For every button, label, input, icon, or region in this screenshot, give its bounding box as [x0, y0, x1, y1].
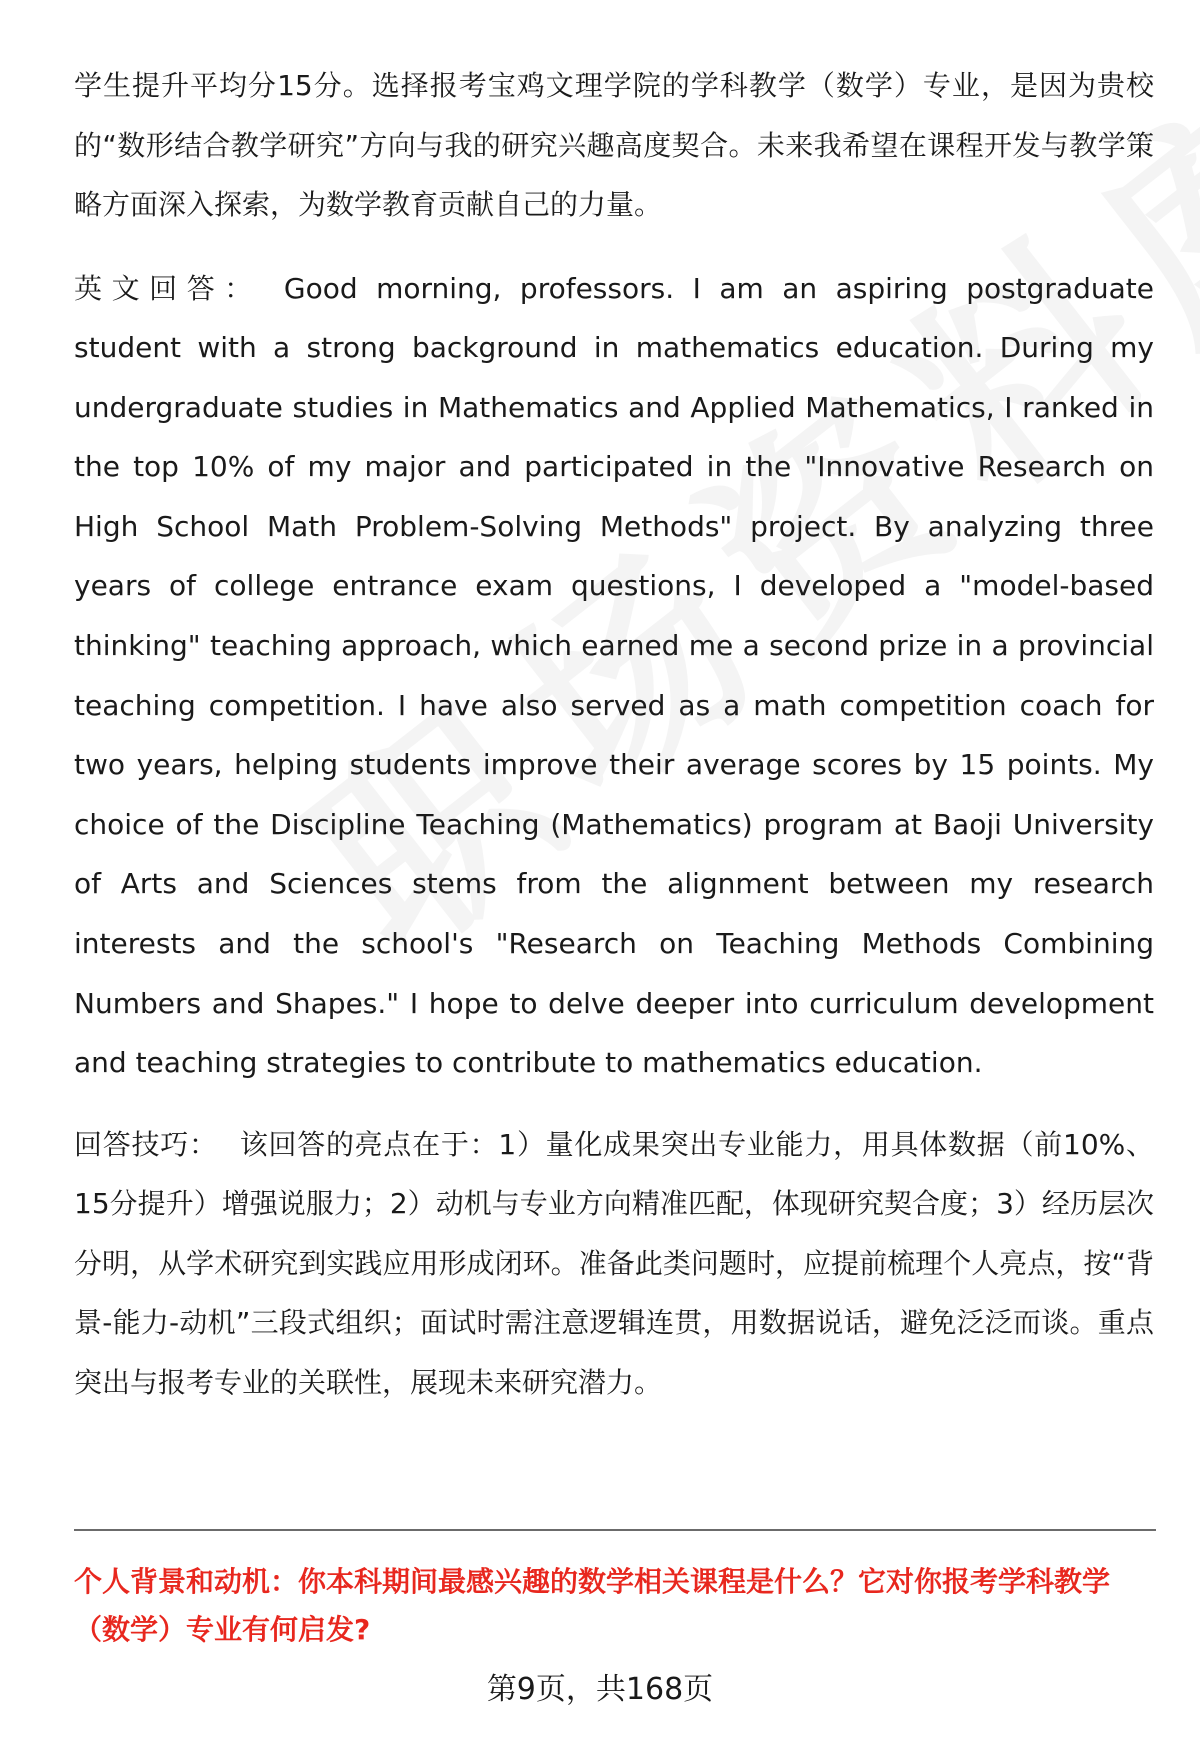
chinese-answer-paragraph: 学生提升平均分15分。选择报考宝鸡文理学院的学科教学（数学）专业，是因为贵校的“数形结合教学研究”方向与我的研究兴趣高度契合。未来我希望在课程开发与教学策略方面深入探索，为数学教育贡献自己的力量。 [74, 69, 1154, 221]
page-content [74, 56, 1154, 1412]
english-answer-text: Good morning, professors. I am an aspiring postgraduate student with a strong background in mathematics education. During my undergraduate studies in Mathematics and Applied Mathematics, I ranked in the top 10% of my major and participated in the "Innovative Research on High School Math Problem-Solving Methods" project. By analyzing three years of college entrance exam questions, I developed a "model-based thinking" teaching approach, which earned me a second prize in a provincial teaching competition. I have also served as a math competition coach for two years, helping students improve their average scores by 15 points. My choice of the Discipline Teaching (Mathematics) program at Baoji University of Arts and Sciences stems from the alignment between my research interests and the school's "Research on Teaching Methods Combining Numbers and Shapes." I hope to delve deeper into curriculum development and teaching strategies to contribute to mathematics education. [74, 271, 1154, 1080]
next-question-heading: 个人背景和动机：你本科期间最感兴趣的数学相关课程是什么？它对你报考学科教学（数学）专业有何启发? [74, 1565, 1111, 1646]
answer-tips-paragraph [74, 1115, 1154, 1413]
english-answer-paragraph [74, 259, 1154, 1093]
answer-tips-label: 回答技巧： [74, 1127, 218, 1161]
english-answer-label: 英文回答： [74, 271, 262, 305]
section-divider [74, 1529, 1156, 1531]
page-number-footer: 第9页，共168页 [486, 1672, 714, 1707]
answer-tips-text: 该回答的亮点在于：1）量化成果突出专业能力，用具体数据（前10%、15分提升）增强说服力；2）动机与专业方向精准匹配，体现研究契合度；3）经历层次分明，从学术研究到实践应用形成闭环。准备此类问题时，应提前梳理个人亮点，按“背景-能力-动机”三段式组织；面试时需注意逻辑连贯，用数据说话，避免泛泛而谈。重点突出与报考专业的关联性，展现未来研究潜力。 [74, 1127, 1154, 1399]
